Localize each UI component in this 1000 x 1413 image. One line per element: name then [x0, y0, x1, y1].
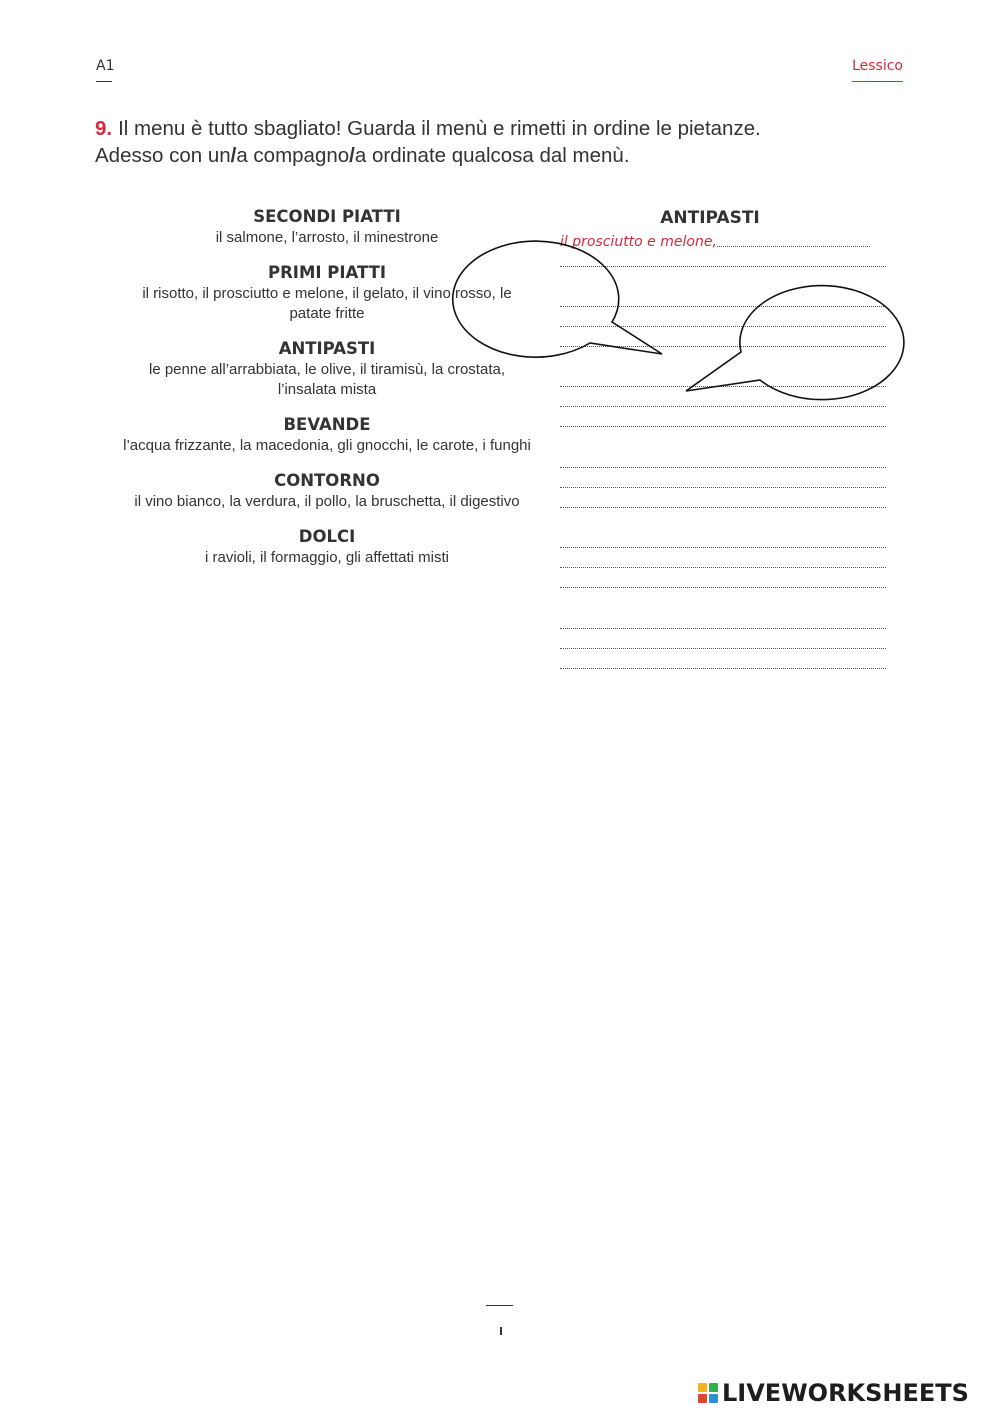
menu-category — [110, 262, 544, 324]
menu-category-items: l’acqua frizzante, la macedonia, gli gnocchi, le carote, i funghi — [123, 437, 531, 454]
menu-category-items: le penne all’arrabbiata, le olive, il tiramisù, la crostata, l’insalata mista — [148, 361, 505, 398]
answer-line[interactable] — [560, 266, 886, 267]
menu-category-items: il risotto, il prosciutto e melone, il gelato, il vino rosso, le patate fritte — [142, 285, 512, 322]
answer-example: il prosciutto e melone, — [560, 234, 717, 250]
liveworksheets-logo-icon — [698, 1383, 718, 1403]
level-label: A1 — [96, 58, 115, 74]
answer-line[interactable] — [560, 426, 886, 427]
menu-category — [110, 470, 544, 512]
answer-line[interactable] — [717, 246, 870, 247]
brand-name: LIVEWORKSHEETS — [722, 1379, 969, 1407]
answer-line[interactable] — [560, 386, 886, 387]
page-mark — [500, 1327, 502, 1335]
answer-line[interactable] — [560, 326, 886, 327]
menu-category-title: ANTIPASTI — [278, 339, 376, 358]
section-label: Lessico — [852, 58, 903, 74]
instruction-text-2c: a ordinate qualcosa dal menù. — [354, 144, 630, 167]
menu-category-items: i ravioli, il formaggio, gli affettati misti — [205, 549, 449, 566]
answer-line[interactable] — [560, 547, 886, 548]
slash-2: / — [349, 144, 355, 167]
answer-line[interactable] — [560, 507, 886, 508]
instruction-text-2b: a compagno — [236, 144, 350, 167]
menu-category-title: CONTORNO — [274, 471, 380, 490]
menu-category — [110, 526, 544, 568]
level-underline — [96, 81, 112, 82]
scrambled-menu — [110, 206, 544, 582]
answer-line[interactable] — [560, 628, 886, 629]
footer-rule — [486, 1305, 513, 1306]
liveworksheets-brand — [698, 1378, 969, 1408]
answer-line[interactable] — [560, 668, 886, 669]
instruction-text-1: Il menu è tutto sbagliato! Guarda il menù e rimetti in ordine le pietanze. — [118, 117, 761, 140]
menu-category-items: il vino bianco, la verdura, il pollo, la bruschetta, il digestivo — [134, 493, 520, 510]
menu-category — [110, 206, 544, 248]
answer-line[interactable] — [560, 406, 886, 407]
menu-category — [110, 338, 544, 400]
menu-category-title: SECONDI PIATTI — [253, 207, 401, 226]
menu-category-title: DOLCI — [298, 527, 356, 546]
instruction-text-2a: Adesso con un — [95, 144, 231, 167]
answer-line[interactable] — [560, 306, 886, 307]
answer-title: ANTIPASTI — [660, 208, 760, 228]
answer-line[interactable] — [560, 467, 886, 468]
exercise-instructions — [95, 115, 915, 169]
answer-line[interactable] — [560, 487, 886, 488]
menu-category-items: il salmone, l’arrosto, il minestrone — [215, 229, 439, 246]
exercise-number: 9. — [95, 117, 113, 140]
section-underline — [852, 81, 903, 82]
menu-category-title: BEVANDE — [283, 415, 371, 434]
answer-line[interactable] — [560, 587, 886, 588]
menu-category — [110, 414, 544, 456]
instruction-line-1 — [95, 115, 915, 142]
instruction-line-2 — [95, 142, 915, 169]
answer-line[interactable] — [560, 648, 886, 649]
menu-category-title: PRIMI PIATTI — [268, 263, 386, 282]
answer-line[interactable] — [560, 346, 886, 347]
speech-bubble-right — [686, 286, 904, 400]
answer-line[interactable] — [560, 567, 886, 568]
slash-1: / — [230, 144, 237, 167]
